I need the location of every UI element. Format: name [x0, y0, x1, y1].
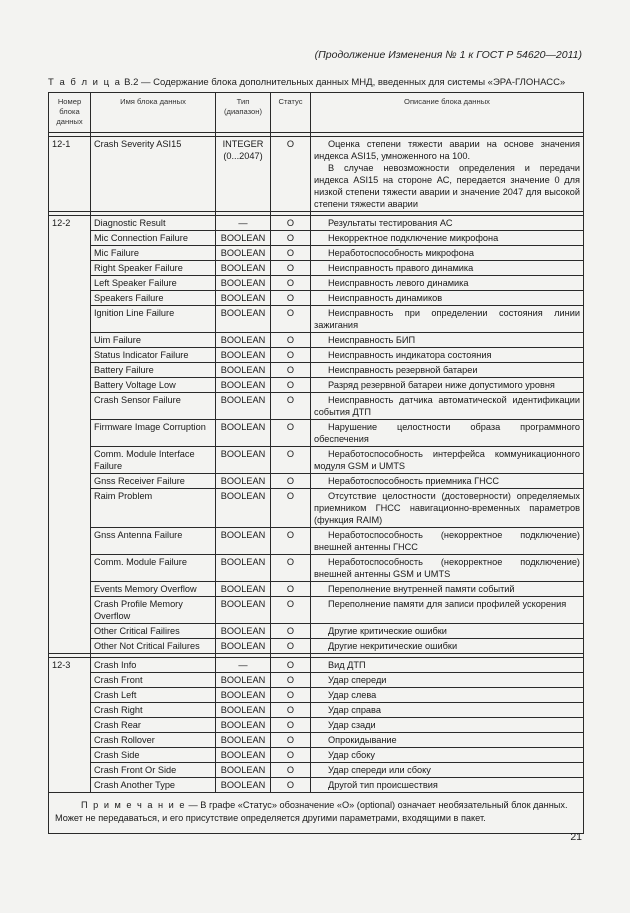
table-caption-number: В.2 — [124, 77, 139, 88]
block-status-cell: O — [271, 276, 311, 291]
description-paragraph: Неисправность индикатора состояния — [328, 350, 492, 360]
description-paragraph: Неисправность БИП — [328, 335, 416, 345]
block-status-cell: O — [271, 137, 311, 212]
table-row — [49, 261, 584, 276]
block-name-cell: Crash Front — [91, 673, 216, 688]
block-type-cell: BOOLEAN — [216, 597, 271, 624]
block-type-cell: BOOLEAN — [216, 447, 271, 474]
note-label: П р и м е ч а н и е — [81, 800, 186, 810]
block-description-cell — [311, 528, 584, 555]
block-description-cell — [311, 231, 584, 246]
table-row — [49, 291, 584, 306]
block-name-cell: Crash Another Type — [91, 778, 216, 793]
description-paragraph: Другие критические ошибки — [328, 626, 447, 636]
block-description-cell — [311, 447, 584, 474]
description-paragraph: Удар спереди или сбоку — [328, 765, 431, 775]
block-name-cell: Left Speaker Failure — [91, 276, 216, 291]
block-name-cell: Comm. Module Failure — [91, 555, 216, 582]
block-type-cell: BOOLEAN — [216, 420, 271, 447]
block-status-cell: O — [271, 658, 311, 673]
block-description-cell — [311, 137, 584, 212]
block-status-cell: O — [271, 348, 311, 363]
block-name-cell: Crash Left — [91, 688, 216, 703]
block-description-cell — [311, 348, 584, 363]
table-row — [49, 378, 584, 393]
description-paragraph: Опрокидывание — [328, 735, 397, 745]
col-header-desc: Описание блока данных — [311, 93, 584, 133]
block-name-cell: Mic Connection Failure — [91, 231, 216, 246]
description-paragraph: Удар справа — [328, 705, 381, 715]
table-row — [49, 231, 584, 246]
block-description-cell — [311, 291, 584, 306]
block-description-cell — [311, 489, 584, 528]
block-type-cell: BOOLEAN — [216, 231, 271, 246]
block-type-cell: BOOLEAN — [216, 703, 271, 718]
block-name-cell: Gnss Antenna Failure — [91, 528, 216, 555]
table-row — [49, 276, 584, 291]
block-status-cell: O — [271, 733, 311, 748]
block-status-cell: O — [271, 718, 311, 733]
block-name-cell: Other Not Critical Failures — [91, 639, 216, 654]
description-paragraph: Неисправность левого динамика — [328, 278, 469, 288]
block-type-cell: BOOLEAN — [216, 489, 271, 528]
block-description-cell — [311, 276, 584, 291]
description-paragraph: Отсутствие целостности (достоверности) определяемых приемником ГНСС навигационно-временных параметров (функция RAIM) — [314, 491, 580, 525]
block-description-cell — [311, 306, 584, 333]
block-name-cell: Crash Rollover — [91, 733, 216, 748]
block-name-cell: Crash Sensor Failure — [91, 393, 216, 420]
table-row — [49, 137, 584, 212]
table-note — [49, 793, 584, 834]
block-name-cell: Ignition Line Failure — [91, 306, 216, 333]
block-status-cell: O — [271, 688, 311, 703]
block-number-cell: 12-2 — [49, 216, 91, 654]
block-status-cell: O — [271, 447, 311, 474]
block-description-cell — [311, 333, 584, 348]
col-header-status: Статус — [271, 93, 311, 133]
description-paragraph: Нарушение целостности образа программного обеспечения — [314, 422, 580, 444]
block-status-cell: O — [271, 624, 311, 639]
block-type-cell: BOOLEAN — [216, 378, 271, 393]
table-row — [49, 420, 584, 447]
block-type-cell: BOOLEAN — [216, 748, 271, 763]
block-name-cell: Crash Info — [91, 658, 216, 673]
table-row — [49, 703, 584, 718]
description-paragraph: Неисправность датчика автоматической идентификации события ДТП — [314, 395, 580, 417]
block-name-cell: Uim Failure — [91, 333, 216, 348]
block-status-cell: O — [271, 673, 311, 688]
block-type-cell: INTEGER (0...2047) — [216, 137, 271, 212]
table-row — [49, 748, 584, 763]
block-type-cell: BOOLEAN — [216, 673, 271, 688]
block-description-cell — [311, 555, 584, 582]
page-number: 21 — [570, 831, 582, 843]
table-row — [49, 216, 584, 231]
table-row — [49, 582, 584, 597]
block-type-cell: BOOLEAN — [216, 718, 271, 733]
block-name-cell: Gnss Receiver Failure — [91, 474, 216, 489]
col-header-num: Номер блока данных — [49, 93, 91, 133]
block-status-cell: O — [271, 393, 311, 420]
data-blocks-table — [48, 92, 584, 834]
block-status-cell: O — [271, 582, 311, 597]
description-paragraph: Удар спереди — [328, 675, 387, 685]
table-row — [49, 763, 584, 778]
block-type-cell: BOOLEAN — [216, 306, 271, 333]
block-status-cell: O — [271, 231, 311, 246]
table-row — [49, 306, 584, 333]
table-row — [49, 624, 584, 639]
block-status-cell: O — [271, 778, 311, 793]
block-name-cell: Comm. Module Interface Failure — [91, 447, 216, 474]
block-description-cell — [311, 261, 584, 276]
table-row — [49, 673, 584, 688]
block-type-cell: BOOLEAN — [216, 291, 271, 306]
block-type-cell: BOOLEAN — [216, 528, 271, 555]
table-row — [49, 597, 584, 624]
block-description-cell — [311, 778, 584, 793]
description-paragraph: Переполнение внутренней памяти событий — [328, 584, 515, 594]
table-row — [49, 363, 584, 378]
block-description-cell — [311, 624, 584, 639]
col-header-type: Тип (диапазон) — [216, 93, 271, 133]
description-paragraph: Неработоспособность (некорректное подключение) внешней антенны ГНСС — [314, 530, 580, 552]
continuation-header: (Продолжение Изменения № 1 к ГОСТ Р 54620—2011) — [314, 49, 582, 61]
block-description-cell — [311, 378, 584, 393]
col-header-name: Имя блока данных — [91, 93, 216, 133]
block-name-cell: Crash Rear — [91, 718, 216, 733]
table-row — [49, 333, 584, 348]
block-status-cell: O — [271, 306, 311, 333]
table-row — [49, 639, 584, 654]
table-caption-label: Т а б л и ц а — [48, 77, 122, 88]
block-number-cell: 12-3 — [49, 658, 91, 793]
block-description-cell — [311, 688, 584, 703]
block-type-cell: BOOLEAN — [216, 624, 271, 639]
block-type-cell: BOOLEAN — [216, 474, 271, 489]
block-name-cell: Events Memory Overflow — [91, 582, 216, 597]
block-type-cell: BOOLEAN — [216, 555, 271, 582]
block-status-cell: O — [271, 363, 311, 378]
block-name-cell: Firmware Image Corruption — [91, 420, 216, 447]
block-description-cell — [311, 420, 584, 447]
table-row — [49, 778, 584, 793]
table-row — [49, 489, 584, 528]
description-paragraph: Удар сзади — [328, 720, 376, 730]
block-description-cell — [311, 718, 584, 733]
block-status-cell: O — [271, 639, 311, 654]
description-paragraph: Неработоспособность микрофона — [328, 248, 474, 258]
block-number-cell: 12-1 — [49, 137, 91, 212]
table-caption — [48, 77, 588, 88]
block-status-cell: O — [271, 246, 311, 261]
table-row — [49, 658, 584, 673]
block-description-cell — [311, 474, 584, 489]
block-status-cell: O — [271, 216, 311, 231]
block-name-cell: Speakers Failure — [91, 291, 216, 306]
block-description-cell — [311, 582, 584, 597]
note-text: — В графе «Статус» обозначение «О» (optional) означает необязательный блок данных. Может не передаваться, и его присутствие определяется другими параметрами, входящими в пакет. — [55, 800, 568, 823]
block-type-cell: BOOLEAN — [216, 333, 271, 348]
table-header-row — [49, 93, 584, 133]
block-description-cell — [311, 246, 584, 261]
block-status-cell: O — [271, 555, 311, 582]
description-paragraph: Оценка степени тяжести аварии на основе значения индекса ASI15, умноженного на 100. — [314, 139, 580, 161]
block-type-cell: BOOLEAN — [216, 261, 271, 276]
description-paragraph: Переполнение памяти для записи профилей ускорения — [328, 599, 567, 609]
description-paragraph: Разряд резервной батареи ниже допустимого уровня — [328, 380, 555, 390]
block-type-cell: — — [216, 216, 271, 231]
block-name-cell: Crash Front Or Side — [91, 763, 216, 778]
table-row — [49, 246, 584, 261]
block-status-cell: O — [271, 474, 311, 489]
description-paragraph: Другой тип происшествия — [328, 780, 438, 790]
description-paragraph: Вид ДТП — [328, 660, 366, 670]
description-paragraph: Неисправность резервной батареи — [328, 365, 478, 375]
table-row — [49, 348, 584, 363]
description-paragraph: Другие некритические ошибки — [328, 641, 458, 651]
block-description-cell — [311, 639, 584, 654]
description-paragraph: Неисправность правого динамика — [328, 263, 474, 273]
table-row — [49, 528, 584, 555]
description-paragraph: Неисправность при определении состояния линии зажигания — [314, 308, 580, 330]
table-caption-text: — Содержание блока дополнительных данных МНД, введенных для системы «ЭРА-ГЛОНАСС» — [138, 77, 566, 88]
description-paragraph: Результаты тестирования АС — [328, 218, 453, 228]
block-name-cell: Battery Failure — [91, 363, 216, 378]
description-paragraph: В случае невозможности определения и передачи индекса ASI15 на стороне АС, передается значение 0 для низкой степени тяжести аварии и значение 2047 для высокой степени тяжести аварии — [314, 163, 580, 209]
description-paragraph: Неисправность динамиков — [328, 293, 443, 303]
block-description-cell — [311, 748, 584, 763]
block-status-cell: O — [271, 528, 311, 555]
block-status-cell: O — [271, 378, 311, 393]
block-name-cell: Crash Profile Memory Overflow — [91, 597, 216, 624]
block-status-cell: O — [271, 763, 311, 778]
table-row — [49, 718, 584, 733]
block-description-cell — [311, 763, 584, 778]
block-type-cell: BOOLEAN — [216, 639, 271, 654]
block-status-cell: O — [271, 291, 311, 306]
block-name-cell: Crash Right — [91, 703, 216, 718]
block-status-cell: O — [271, 489, 311, 528]
table-row — [49, 393, 584, 420]
table-row — [49, 447, 584, 474]
block-name-cell: Raim Problem — [91, 489, 216, 528]
block-name-cell: Crash Side — [91, 748, 216, 763]
block-type-cell: BOOLEAN — [216, 276, 271, 291]
block-name-cell: Mic Failure — [91, 246, 216, 261]
table-row — [49, 474, 584, 489]
description-paragraph: Удар слева — [328, 690, 377, 700]
block-type-cell: BOOLEAN — [216, 733, 271, 748]
block-name-cell: Right Speaker Failure — [91, 261, 216, 276]
block-type-cell: BOOLEAN — [216, 363, 271, 378]
block-description-cell — [311, 673, 584, 688]
block-name-cell: Crash Severity ASI15 — [91, 137, 216, 212]
table-row — [49, 555, 584, 582]
block-name-cell: Status Indicator Failure — [91, 348, 216, 363]
block-type-cell: BOOLEAN — [216, 763, 271, 778]
block-type-cell: BOOLEAN — [216, 778, 271, 793]
block-description-cell — [311, 216, 584, 231]
block-status-cell: O — [271, 703, 311, 718]
block-type-cell: BOOLEAN — [216, 688, 271, 703]
description-paragraph: Неработоспособность приемника ГНСС — [328, 476, 500, 486]
block-description-cell — [311, 658, 584, 673]
table-row — [49, 733, 584, 748]
table-body — [49, 133, 584, 793]
description-paragraph: Неработоспособность интерфейса коммуникационного модуля GSM и UMTS — [314, 449, 580, 471]
block-description-cell — [311, 597, 584, 624]
block-status-cell: O — [271, 748, 311, 763]
description-paragraph: Некорректное подключение микрофона — [328, 233, 499, 243]
block-description-cell — [311, 703, 584, 718]
block-name-cell: Diagnostic Result — [91, 216, 216, 231]
block-type-cell: BOOLEAN — [216, 582, 271, 597]
block-status-cell: O — [271, 597, 311, 624]
block-type-cell: BOOLEAN — [216, 393, 271, 420]
description-paragraph: Неработоспособность (некорректное подключение) внешней антенны GSM и UMTS — [314, 557, 580, 579]
block-type-cell: BOOLEAN — [216, 246, 271, 261]
block-status-cell: O — [271, 333, 311, 348]
table-note-row — [49, 793, 584, 834]
table-row — [49, 688, 584, 703]
block-status-cell: O — [271, 420, 311, 447]
block-status-cell: O — [271, 261, 311, 276]
description-paragraph: Удар сбоку — [328, 750, 375, 760]
block-description-cell — [311, 363, 584, 378]
block-name-cell: Other Critical Failires — [91, 624, 216, 639]
block-description-cell — [311, 733, 584, 748]
block-type-cell: BOOLEAN — [216, 348, 271, 363]
block-name-cell: Battery Voltage Low — [91, 378, 216, 393]
block-type-cell: — — [216, 658, 271, 673]
block-description-cell — [311, 393, 584, 420]
